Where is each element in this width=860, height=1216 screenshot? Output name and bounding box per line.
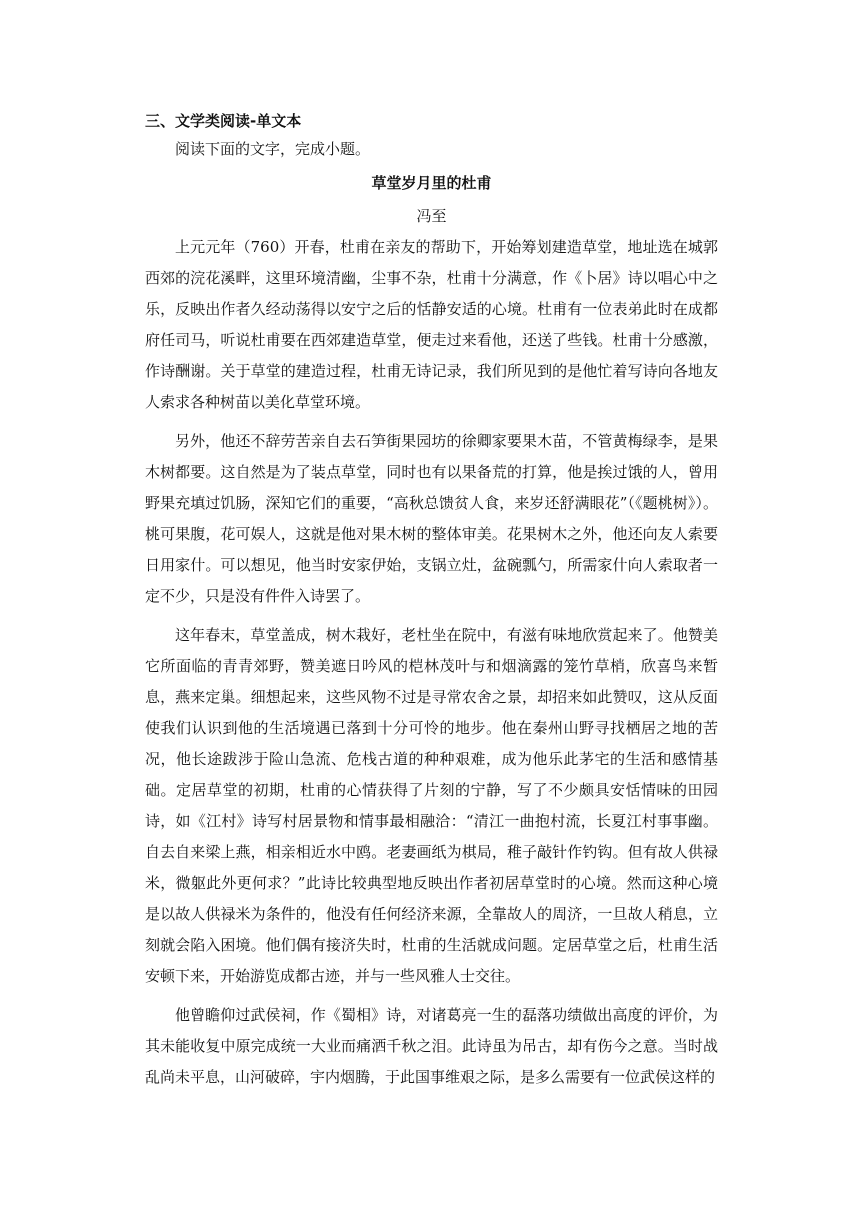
article-body [145,232,718,1093]
section-title: 三、文学类阅读-单文本 [145,112,302,130]
paragraph-2: 另外，他还不辞劳苦亲自去石笋街果园坊的徐卿家要果木苗，不管黄梅绿李，是果木树都要。这自然是为了装点草堂，同时也有以果备荒的打算，他是挨过饿的人，曾用野果充填过饥肠，深知它们的重要，“高秋总馈贫人食，来岁还舒满眼花”（《题桃树》）。桃可果腹，花可娱人，这就是他对果木树的整体审美。花果树木之外，他还向友人索要日用家什。可以想见，他当时安家伊始，支锅立灶，盆碗瓢勺，所需家什向人索取者一定不少，只是没有件件入诗罢了。 [145,432,718,605]
article-title: 草堂岁月里的杜甫 [371,174,492,192]
paragraph-4: 他曾瞻仰过武侯祠，作《蜀相》诗，对诸葛亮一生的磊落功绩做出高度的评价，为其未能收复中原完成统一大业而痛洒千秋之泪。此诗虽为吊古，却有伤今之意。当时战乱尚未平息，山河破碎，宇内烟腾，于此国事维艰之际，是多么需要有一位武侯这样的 [145,1006,718,1086]
paragraph-1: 上元元年（760）开春，杜甫在亲友的帮助下，开始筹划建造草堂，地址选在城郭西郊的浣花溪畔，这里环境清幽，尘事不杂，杜甫十分满意，作《卜居》诗以唱心中之乐，反映出作者久经动荡得以安宁之后的恬静安适的心境。杜甫有一位表弟此时在成都府任司马，听说杜甫要在西郊建造草堂，便走过来看他，还送了些钱。杜甫十分感激，作诗酬谢。关于草堂的建造过程，杜甫无诗记录，我们所见到的是他忙着写诗向各地友人索求各种树苗以美化草堂环境。 [145,238,718,411]
instruction-text: 阅读下面的文字，完成小题。 [175,140,371,158]
article-author: 冯至 [416,207,447,225]
paragraph-3: 这年春末，草堂盖成，树木栽好，老杜坐在院中，有滋有味地欣赏起来了。他赞美它所面临的青青郊野，赞美遮日吟风的桤林茂叶与和烟滴露的笼竹草梢，欣喜鸟来暂息，燕来定巢。细想起来，这些风物不过是寻常农舍之景，却招来如此赞叹，这从反面使我们认识到他的生活境遇已落到十分可怜的地步。他在秦州山野寻找栖居之地的苦况，他长途跋涉于险山急流、危栈古道的种种艰难，成为他乐此茅宅的生活和感情基础。定居草堂的初期，杜甫的心情获得了片刻的宁静，写了不少颇具安恬情味的田园诗，如《江村》诗写村居景物和情事最相融洽：“清江一曲抱村流，长夏江村事事幽。自去自来梁上燕，相亲相近水中鸥。老妻画纸为棋局，稚子敲针作钓钩。但有故人供禄米，微躯此外更何求？”此诗比较典型地反映出作者初居草堂时的心境。然而这种心境是以故人供禄米为条件的，他没有任何经济来源，全靠故人的周济，一旦故人稍息，立刻就会陷入困境。他们偶有接济失时，杜甫的生活就成问题。定居草堂之后，杜甫生活安顿下来，开始游览成都古迹，并与一些风雅人士交往。 [145,626,718,985]
